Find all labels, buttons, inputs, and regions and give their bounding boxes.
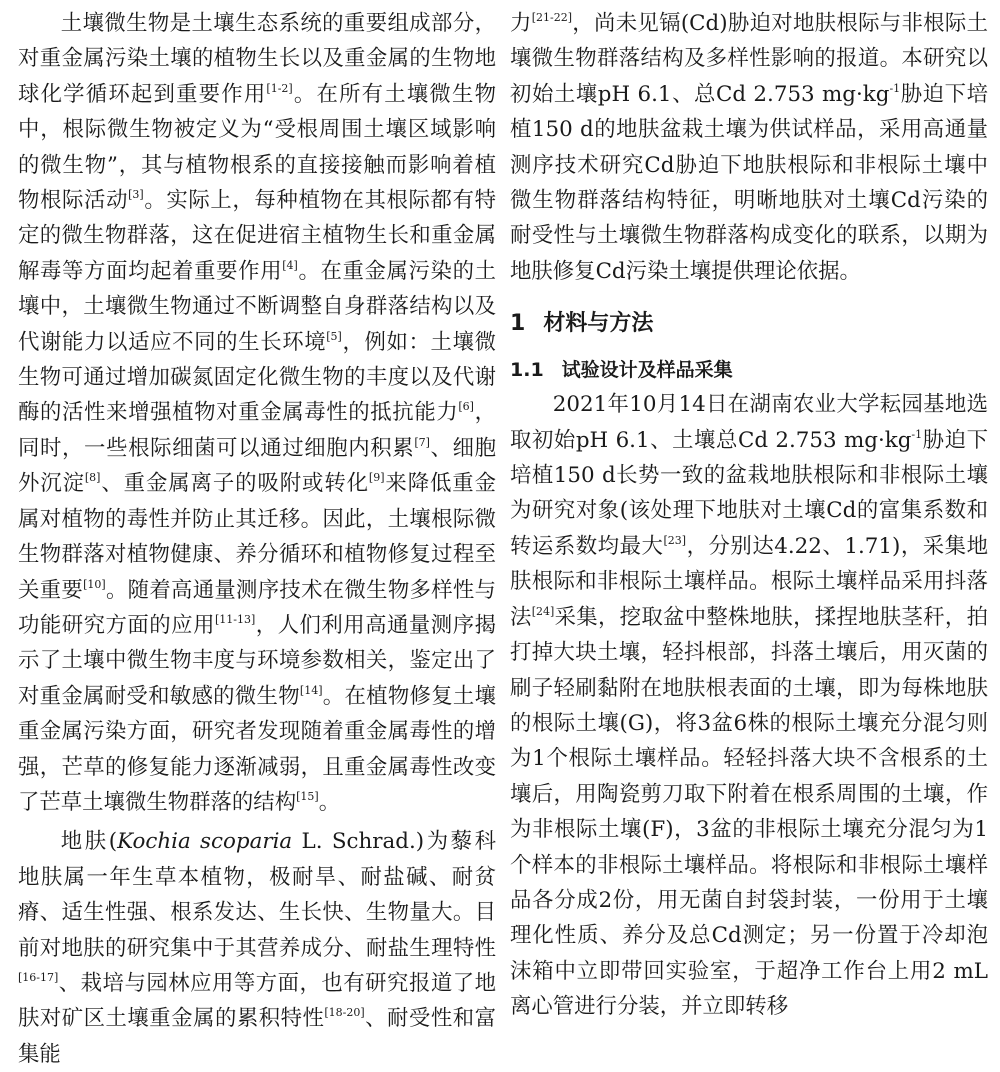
text-run: 胁迫下培植150 d长势一致的盆栽地肤根际和非根际土壤为研究对象(该处理下地肤对土壤Cd的富集系数和转运系数均最大: [510, 427, 988, 559]
citation: [23]: [663, 533, 687, 547]
text-run: 力: [510, 11, 532, 36]
subsection-number: 1.1: [510, 359, 544, 382]
citation: [1-2]: [266, 81, 293, 95]
citation: [3]: [128, 188, 144, 202]
text-run: 、栽培与园林应用等方面，也有研究报道了地肤对矿区土壤重金属的累积特性: [18, 970, 496, 1032]
right-column: [510, 6, 988, 1025]
text-run: 胁迫下培植150 d的地肤盆栽土壤为供试样品，采用高通量测序技术研究Cd胁迫下地肤根际和非根际土壤中微生物群落结构特征，明晰地肤对土壤Cd污染的耐受性与土壤微生物群落构成变化的联系，以期为地肤修复Cd污染土壤提供理论依据。: [510, 81, 988, 284]
citation: [8]: [84, 471, 101, 485]
text-run: 采集，挖取盆中整株地肤，揉捏地肤茎秆，拍打掉大块土壤，轻抖根部，抖落土壤后，用灭菌的刷子轻刷黏附在地肤根表面的土壤，即为每株地肤的根际土壤(G)，将3盆6株的根际土壤充分混匀则为1个根际土壤样品。轻轻抖落大块不含根系的土壤后，用陶瓷剪刀取下附着在根系周围的土壤，作为非根际土壤(F)，3盆的非根际土壤充分混匀为1个样本的非根际土壤样品。将根际和非根际土壤样品各分成2份，用无菌自封袋封装，一份用于土壤理化性质、养分及总Cd测定；另一份置于冷却泡沫箱中立即带回实验室，于超净工作台上用2 mL离心管进行分装，并立即转移: [510, 604, 988, 1020]
citation: [14]: [299, 683, 323, 697]
methods-paragraph-sampling: [510, 387, 988, 1024]
citation: [6]: [458, 400, 474, 414]
text-run: L. Schrad.)为藜科地肤属一年生草本植物，极耐旱、耐盐碱、耐贫瘠、适生性强、根系发达、生长快、生物量大。目前对地肤的研究集中于其营养成分、耐盐生理特性: [18, 829, 496, 961]
citation: [18-20]: [324, 1006, 365, 1020]
text-run: 、耐受性和富集能: [18, 1006, 496, 1067]
unit-superscript: -1: [911, 427, 923, 441]
intro-paragraph-soil-microbes: [18, 6, 496, 820]
citation: [10]: [83, 577, 106, 591]
text-run: 2021年10月14日在湖南农业大学耘园基地选取初始pH 6.1、土壤总Cd 2.753 mg·kg: [510, 392, 988, 453]
text-run: 。在植物修复土壤重金属污染方面，研究者发现随着重金属毒性的增强，芒草的修复能力逐渐减弱，且重金属毒性改变了芒草土壤微生物群落的结构: [18, 683, 496, 815]
left-column: [18, 6, 496, 1072]
text-run: 。实际上，每种植物在其根际都有特定的微生物群落，这在促进宿主植物生长和重金属解毒等方面均起着重要作用: [18, 188, 496, 284]
citation: [5]: [326, 329, 342, 343]
text-run: ，例如：土壤微生物可通过增加碳氮固定化微生物的丰度以及代谢酶的活性来增强植物对重金属毒性的抵抗能力: [18, 329, 496, 426]
text-run: ，人们利用高通量测序揭示了土壤中微生物丰度与环境参数相关，鉴定出了对重金属耐受和敏感的微生物: [18, 612, 496, 709]
citation: [11-13]: [214, 612, 256, 626]
citation: [9]: [368, 471, 385, 485]
text-run: ，分别达4.22、1.71)，采集地肤根际和非根际土壤样品。根际土壤样品采用抖落法: [510, 533, 988, 630]
text-run: ，尚未见镉(Cd)胁迫对地肤根际与非根际土壤微生物群落结构及多样性影响的报道。本研究以初始土壤pH 6.1、总Cd 2.753 mg·kg: [510, 11, 988, 107]
text-run: 。随着高通量测序技术在微生物多样性与功能研究方面的应用: [18, 577, 496, 638]
section-heading-materials-methods: [510, 309, 988, 339]
section-title: 材料与方法: [543, 311, 654, 337]
unit-superscript: -1: [889, 81, 901, 95]
intro-paragraph-continued: [510, 6, 988, 289]
citation: [15]: [296, 789, 319, 803]
intro-paragraph-kochia: [18, 824, 496, 1072]
species-name: Kochia scoparia: [117, 829, 293, 855]
citation: [21-22]: [531, 11, 572, 24]
citation: [16-17]: [18, 970, 59, 984]
text-run: 。在所有土壤微生物中，根际微生物被定义为“受根周围土壤区域影响的微生物”，其与植物根系的直接接触而影响着植物根际活动: [18, 81, 496, 214]
subsection-title: 试验设计及样品采集: [561, 359, 733, 382]
citation: [7]: [414, 435, 430, 449]
text-run: 。: [318, 789, 341, 815]
citation: [4]: [282, 258, 298, 272]
text-run: 。在重金属污染的土壤中，土壤微生物通过不断调整自身群落结构以及代谢能力以适应不同的生长环境: [18, 258, 496, 355]
text-run: 、重金属离子的吸附或转化: [100, 471, 369, 497]
citation: [24]: [531, 604, 555, 618]
subsection-heading-experiment-design: [510, 355, 988, 385]
text-run: 来降低重金属对植物的毒性并防止其迁移。因此，土壤根际微生物群落对植物健康、养分循环和植物修复过程至关重要: [18, 471, 496, 603]
text-run: 土壤微生物是土壤生态系统的重要组成部分，对重金属污染土壤的植物生长以及重金属的生物地球化学循环起到重要作用: [18, 11, 496, 107]
text-run: 、细胞外沉淀: [18, 435, 496, 497]
section-number: 1: [510, 311, 526, 337]
text-run: 地肤(: [60, 829, 118, 855]
text-run: ，同时，一些根际细菌可以通过细胞内积累: [18, 400, 496, 461]
